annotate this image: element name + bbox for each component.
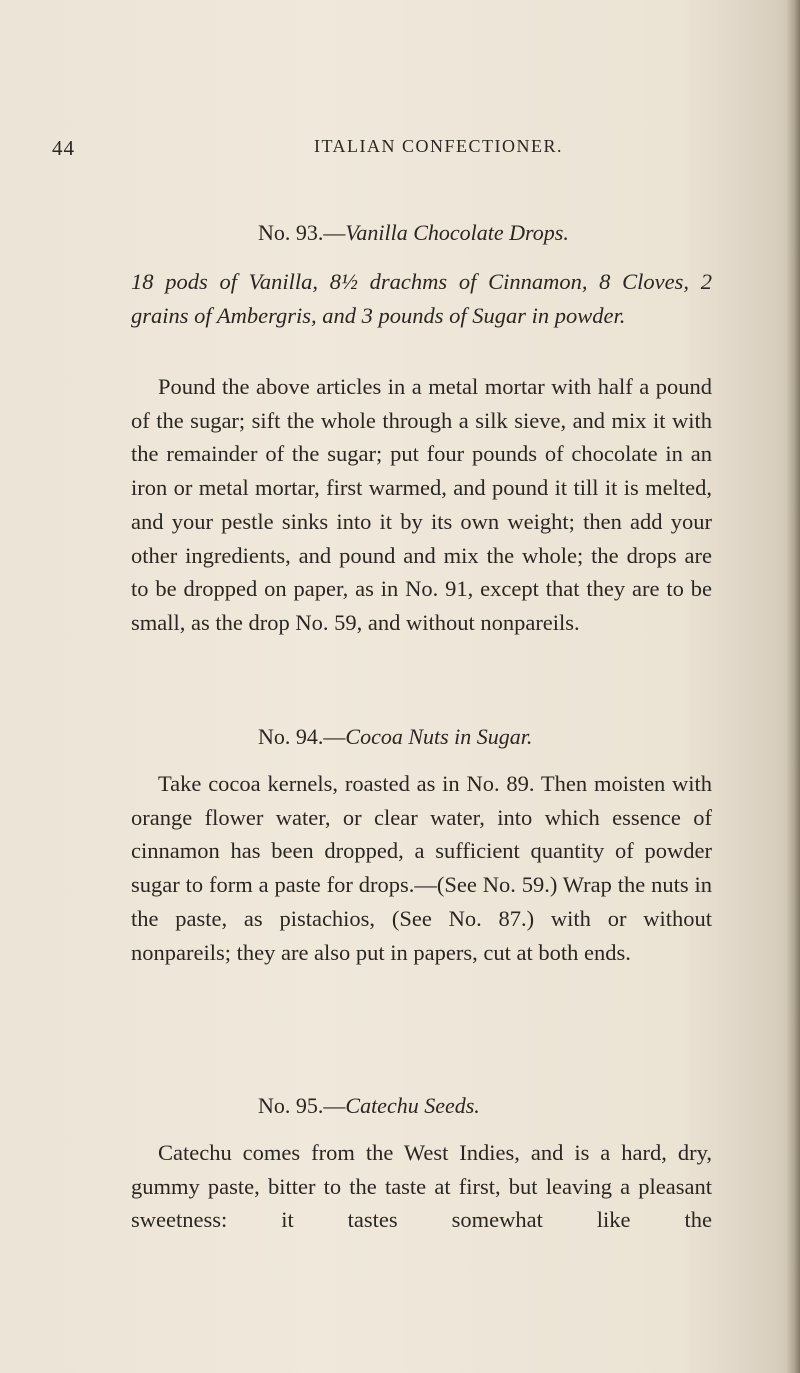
recipe-94-number: No. 94. — [258, 724, 324, 749]
recipe-94-heading — [258, 724, 532, 750]
recipe-95-body: Catechu comes from the West Indies, and is a hard, dry, gummy paste, bitter to the taste at first, but leaving a pleasant sweetness: it tastes somewhat like the — [131, 1140, 712, 1233]
recipe-93-ingredients: 18 pods of Vanilla, 8½ drachms of Cinnamon, 8 Cloves, 2 grains of Ambergris, and 3 pounds of Sugar in powder. — [131, 269, 712, 328]
recipe-95-number: No. 95. — [258, 1093, 324, 1118]
recipe-93-body-block — [131, 370, 712, 640]
recipe-93-heading — [258, 220, 569, 246]
page-edge-shadow — [786, 0, 800, 1373]
recipe-95-title: Catechu Seeds. — [345, 1093, 480, 1118]
page-number: 44 — [52, 136, 75, 160]
recipe-94-body-block — [131, 767, 712, 969]
recipe-95-dash: — — [323, 1093, 346, 1118]
recipe-95-heading — [258, 1093, 480, 1119]
recipe-94-dash: — — [323, 724, 346, 749]
recipe-94-title: Cocoa Nuts in Sugar. — [345, 724, 533, 749]
recipe-93-ingredients-block — [131, 265, 712, 332]
running-head — [0, 136, 800, 166]
recipe-93-dash: — — [323, 220, 346, 245]
recipe-93-number: No. 93. — [258, 220, 324, 245]
recipe-95-body-block — [131, 1136, 712, 1237]
recipe-93-title: Vanilla Chocolate Drops. — [345, 220, 569, 245]
recipe-94-body: Take cocoa kernels, roasted as in No. 89. Then moisten with orange flower water, or clear water, into which essence of cinnamon has been dropped, a sufficient quantity of powder sugar to form a paste for drops.—(See No. 59.) Wrap the nuts in the paste, as pistachios, (See No. 87.) with or without nonpareils; they are also put in papers, cut at both ends. — [131, 771, 712, 965]
recipe-93-body: Pound the above articles in a metal mortar with half a pound of the sugar; sift the whole through a silk sieve, and mix it with the remainder of the sugar; put four pounds of chocolate in an iron or metal mortar, first warmed, and pound it till it is melted, and your pestle sinks into it by its own weight; then add your other ingredients, and pound and mix the whole; the drops are to be dropped on paper, as in No. 91, except that they are to be small, as the drop No. 59, and without nonpareils. — [131, 374, 712, 635]
running-title: ITALIAN CONFECTIONER. — [314, 136, 564, 156]
